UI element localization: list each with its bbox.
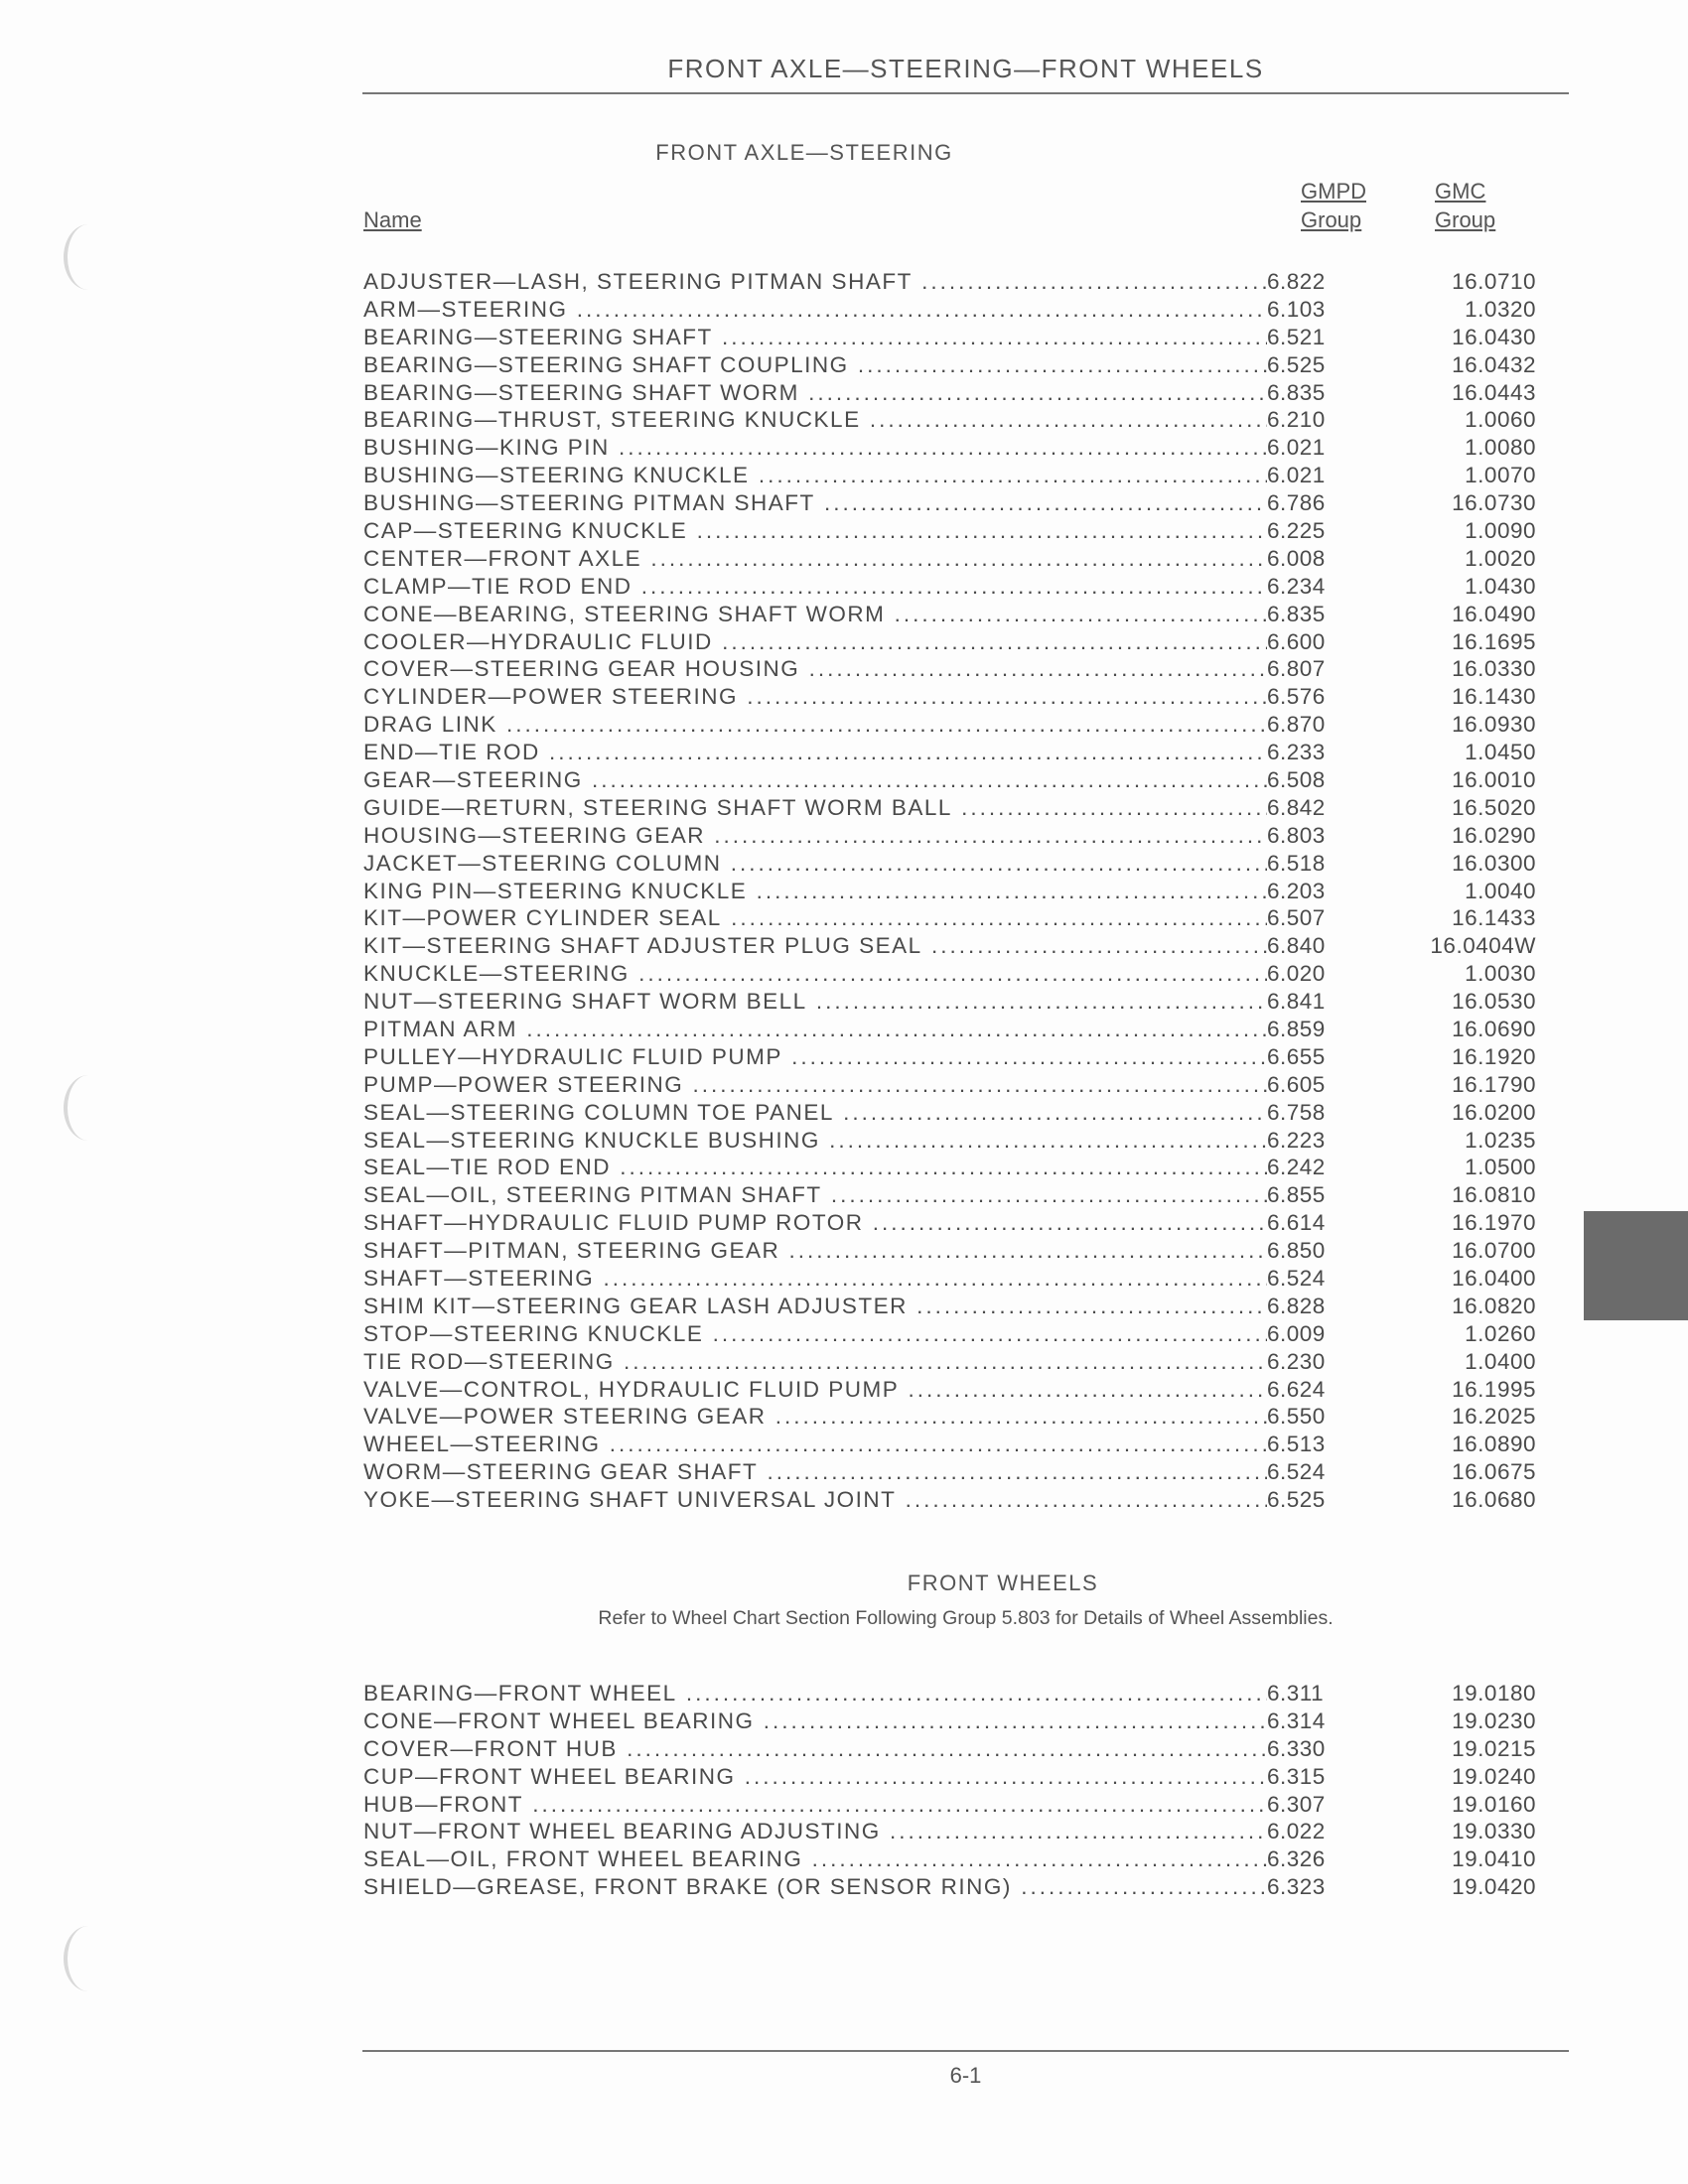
part-name: PULLEY—HYDRAULIC FLUID PUMP ..... — [363, 1044, 1267, 1070]
binder-hole-top — [64, 224, 113, 290]
wheels-section-title: FRONT WHEELS — [907, 1570, 1099, 1595]
steering-section-title: FRONT AXLE—STEERING — [655, 140, 953, 165]
table-row — [363, 1293, 1536, 1320]
gmpd-group: 6.203 — [1267, 878, 1326, 903]
table-row — [363, 739, 1536, 766]
part-name: NUT—STEERING SHAFT WORM BELL ..... — [363, 989, 1267, 1015]
part-name: BEARING—STEERING SHAFT ..... — [363, 325, 1267, 350]
gmpd-group: 6.524 — [1267, 1266, 1326, 1291]
gmpd-group: 6.600 — [1267, 628, 1326, 654]
gmc-group: 16.0200 — [1452, 1099, 1536, 1125]
gmc-group: 16.2025 — [1452, 1404, 1536, 1430]
table-row — [363, 1127, 1536, 1155]
part-name: PUMP—POWER STEERING ..... — [363, 1072, 1267, 1098]
gmc-group: 1.0400 — [1465, 1348, 1536, 1374]
table-row — [363, 1043, 1536, 1071]
gmpd-group: 6.022 — [1267, 1819, 1326, 1844]
gmpd-group: 6.326 — [1267, 1846, 1326, 1872]
gmc-group: 16.0430 — [1452, 324, 1536, 349]
gmpd-group: 6.210 — [1267, 407, 1326, 433]
part-name: KIT—STEERING SHAFT ADJUSTER PLUG SEAL ..... — [363, 933, 1267, 959]
gmpd-group: 6.786 — [1267, 490, 1326, 516]
part-name: SEAL—STEERING KNUCKLE BUSHING ..... — [363, 1128, 1267, 1154]
gmpd-group: 6.008 — [1267, 545, 1326, 571]
gmpd-group: 6.315 — [1267, 1763, 1326, 1789]
part-name: GUIDE—RETURN, STEERING SHAFT WORM BALL ..... — [363, 795, 1267, 821]
gmpd-group: 6.758 — [1267, 1099, 1326, 1125]
gmpd-group: 6.870 — [1267, 712, 1326, 738]
part-name: BEARING—FRONT WHEEL ..... — [363, 1681, 1267, 1706]
gmc-group: 1.0040 — [1465, 878, 1536, 903]
part-name: SEAL—OIL, FRONT WHEEL BEARING ..... — [363, 1846, 1267, 1872]
gmpd-group: 6.508 — [1267, 766, 1326, 792]
gmc-group: 1.0500 — [1465, 1155, 1536, 1180]
gmpd-group: 6.822 — [1267, 268, 1326, 294]
gmc-group: 16.0890 — [1452, 1432, 1536, 1457]
part-name: WHEEL—STEERING ..... — [363, 1432, 1267, 1457]
gmpd-group: 6.850 — [1267, 1238, 1326, 1264]
gmpd-group: 6.614 — [1267, 1210, 1326, 1236]
part-name: END—TIE ROD ..... — [363, 740, 1267, 765]
table-row — [363, 462, 1536, 489]
gmpd-group: 6.525 — [1267, 351, 1326, 377]
gmc-group: 16.0490 — [1452, 601, 1536, 626]
part-name: CONE—FRONT WHEEL BEARING ..... — [363, 1708, 1267, 1734]
gmc-group: 16.0010 — [1452, 766, 1536, 792]
gmc-column-header — [1435, 177, 1495, 234]
table-row — [363, 1348, 1536, 1376]
gmc-group: 16.1970 — [1452, 1210, 1536, 1236]
gmpd-group: 6.230 — [1267, 1348, 1326, 1374]
part-name: COVER—FRONT HUB ..... — [363, 1736, 1267, 1762]
part-name: CAP—STEERING KNUCKLE ..... — [363, 518, 1267, 544]
part-name: TIE ROD—STEERING ..... — [363, 1349, 1267, 1375]
gmc-group: 19.0330 — [1452, 1819, 1536, 1844]
gmc-group: 16.0730 — [1452, 490, 1536, 516]
gmpd-group: 6.835 — [1267, 379, 1326, 405]
part-name: BEARING—STEERING SHAFT WORM ..... — [363, 380, 1267, 406]
name-column-header: Name — [363, 207, 422, 232]
part-name: JACKET—STEERING COLUMN ..... — [363, 851, 1267, 877]
gmc-group: 16.0690 — [1452, 1016, 1536, 1041]
gmpd-group: 6.513 — [1267, 1432, 1326, 1457]
table-row — [363, 351, 1536, 379]
gmpd-group: 6.103 — [1267, 296, 1326, 322]
table-row — [363, 1016, 1536, 1043]
gmpd-group: 6.009 — [1267, 1320, 1326, 1346]
part-name: CONE—BEARING, STEERING SHAFT WORM ..... — [363, 602, 1267, 627]
gmc-group: 19.0180 — [1452, 1680, 1536, 1706]
gmc-group: 19.0410 — [1452, 1846, 1536, 1872]
gmc-group: 1.0090 — [1465, 517, 1536, 543]
part-name: SHIM KIT—STEERING GEAR LASH ADJUSTER ..... — [363, 1294, 1267, 1319]
gmc-group: 16.0432 — [1452, 351, 1536, 377]
table-row — [363, 601, 1536, 628]
part-name: COOLER—HYDRAULIC FLUID ..... — [363, 629, 1267, 655]
gmpd-header-line2: Group — [1301, 207, 1362, 232]
gmpd-group: 6.840 — [1267, 933, 1326, 959]
table-row — [363, 1376, 1536, 1404]
table-row — [363, 545, 1536, 573]
table-row — [363, 822, 1536, 850]
table-row — [363, 932, 1536, 960]
gmc-group: 19.0230 — [1452, 1707, 1536, 1733]
table-row — [363, 988, 1536, 1016]
table-row — [363, 1071, 1536, 1099]
gmc-group: 16.0680 — [1452, 1487, 1536, 1513]
gmpd-group: 6.855 — [1267, 1182, 1326, 1208]
part-name: STOP—STEERING KNUCKLE ..... — [363, 1321, 1267, 1347]
part-name: ARM—STEERING ..... — [363, 297, 1267, 323]
gmpd-group: 6.525 — [1267, 1487, 1326, 1513]
table-row — [363, 573, 1536, 601]
gmpd-group: 6.576 — [1267, 684, 1326, 710]
gmpd-group: 6.021 — [1267, 435, 1326, 461]
part-name: ADJUSTER—LASH, STEERING PITMAN SHAFT ..... — [363, 269, 1267, 295]
part-name: HOUSING—STEERING GEAR ..... — [363, 823, 1267, 849]
table-row — [363, 434, 1536, 462]
table-row — [363, 960, 1536, 988]
page-number: 6-1 — [949, 2063, 982, 2088]
gmpd-group: 6.803 — [1267, 822, 1326, 848]
gmpd-header-line1: GMPD — [1301, 179, 1366, 204]
table-row — [363, 1486, 1536, 1514]
gmc-group: 1.0320 — [1465, 296, 1536, 322]
table-row — [363, 1181, 1536, 1209]
gmc-group: 16.0810 — [1452, 1182, 1536, 1208]
gmpd-group: 6.233 — [1267, 740, 1326, 765]
wheels-section-note: Refer to Wheel Chart Section Following Group 5.803 for Details of Wheel Assemblies. — [598, 1607, 1334, 1629]
table-row — [363, 324, 1536, 351]
gmpd-group: 6.020 — [1267, 961, 1326, 987]
part-name: COVER—STEERING GEAR HOUSING ..... — [363, 656, 1267, 682]
gmc-group: 16.0330 — [1452, 656, 1536, 682]
gmc-group: 1.0060 — [1465, 407, 1536, 433]
table-row — [363, 655, 1536, 683]
gmpd-group: 6.859 — [1267, 1016, 1326, 1041]
part-name: SHAFT—PITMAN, STEERING GEAR ..... — [363, 1238, 1267, 1264]
gmc-group: 16.5020 — [1452, 794, 1536, 820]
gmpd-group: 6.021 — [1267, 463, 1326, 488]
table-row — [363, 1431, 1536, 1458]
table-row — [363, 766, 1536, 794]
gmc-group: 1.0260 — [1465, 1320, 1536, 1346]
gmpd-group: 6.242 — [1267, 1155, 1326, 1180]
gmc-group: 1.0080 — [1465, 435, 1536, 461]
table-row — [363, 711, 1536, 739]
gmpd-group: 6.223 — [1267, 1127, 1326, 1153]
part-name: VALVE—CONTROL, HYDRAULIC FLUID PUMP ..... — [363, 1377, 1267, 1403]
gmc-group: 16.0400 — [1452, 1266, 1536, 1291]
gmc-group: 16.0290 — [1452, 822, 1536, 848]
binder-hole-middle — [64, 1075, 113, 1141]
binder-hole-bottom — [64, 1926, 113, 1991]
gmc-group: 16.1433 — [1452, 905, 1536, 931]
table-row — [363, 1458, 1536, 1486]
gmc-group: 16.0710 — [1452, 268, 1536, 294]
gmpd-group: 6.307 — [1267, 1791, 1326, 1817]
table-row — [363, 904, 1536, 932]
gmc-group: 19.0240 — [1452, 1763, 1536, 1789]
gmpd-group: 6.507 — [1267, 905, 1326, 931]
part-name: BEARING—STEERING SHAFT COUPLING ..... — [363, 352, 1267, 378]
gmc-header-line1: GMC — [1435, 179, 1486, 204]
part-name: SEAL—OIL, STEERING PITMAN SHAFT ..... — [363, 1182, 1267, 1208]
gmc-group: 16.0530 — [1452, 989, 1536, 1015]
gmpd-group: 6.605 — [1267, 1071, 1326, 1097]
gmpd-group: 6.807 — [1267, 656, 1326, 682]
part-name: SHAFT—HYDRAULIC FLUID PUMP ROTOR ..... — [363, 1210, 1267, 1236]
gmc-group: 16.0820 — [1452, 1293, 1536, 1318]
part-name: KING PIN—STEERING KNUCKLE ..... — [363, 879, 1267, 904]
section-thumb-tab — [1584, 1211, 1688, 1320]
table-row — [363, 379, 1536, 407]
gmc-group: 1.0450 — [1465, 740, 1536, 765]
gmc-group: 1.0235 — [1465, 1127, 1536, 1153]
gmc-group: 16.1995 — [1452, 1376, 1536, 1402]
part-name: SHIELD—GREASE, FRONT BRAKE (OR SENSOR RING) ..... — [363, 1874, 1267, 1900]
gmc-group: 1.0430 — [1465, 573, 1536, 599]
part-name: VALVE—POWER STEERING GEAR ..... — [363, 1404, 1267, 1430]
gmpd-group: 6.225 — [1267, 517, 1326, 543]
part-name: DRAG LINK ..... — [363, 712, 1267, 738]
gmc-group: 16.1695 — [1452, 628, 1536, 654]
part-name: NUT—FRONT WHEEL BEARING ADJUSTING ..... — [363, 1819, 1267, 1844]
gmpd-group: 6.314 — [1267, 1707, 1326, 1733]
wheels-parts-list — [363, 1680, 1536, 1901]
table-row — [363, 1845, 1536, 1873]
gmpd-group: 6.624 — [1267, 1376, 1326, 1402]
table-row — [363, 683, 1536, 711]
gmc-group: 19.0160 — [1452, 1791, 1536, 1817]
part-name: BEARING—THRUST, STEERING KNUCKLE ..... — [363, 407, 1267, 433]
table-row — [363, 517, 1536, 545]
gmpd-group: 6.311 — [1267, 1680, 1325, 1706]
gmc-group: 1.0030 — [1465, 961, 1536, 987]
gmc-group: 16.1430 — [1452, 684, 1536, 710]
gmpd-group: 6.518 — [1267, 850, 1326, 876]
gmpd-group: 6.835 — [1267, 601, 1326, 626]
part-name: CYLINDER—POWER STEERING ..... — [363, 684, 1267, 710]
part-name: SEAL—TIE ROD END ..... — [363, 1155, 1267, 1180]
table-row — [363, 268, 1536, 296]
gmpd-group: 6.521 — [1267, 324, 1326, 349]
table-row — [363, 1237, 1536, 1265]
part-name: SEAL—STEERING COLUMN TOE PANEL ..... — [363, 1100, 1267, 1126]
part-name: KIT—POWER CYLINDER SEAL ..... — [363, 905, 1267, 931]
part-name: BUSHING—KING PIN ..... — [363, 435, 1267, 461]
part-name: SHAFT—STEERING ..... — [363, 1266, 1267, 1292]
gmc-group: 16.0700 — [1452, 1238, 1536, 1264]
footer-rule — [362, 2050, 1569, 2052]
table-row — [363, 794, 1536, 822]
table-row — [363, 489, 1536, 517]
table-row — [363, 1873, 1536, 1901]
part-name: CENTER—FRONT AXLE ..... — [363, 546, 1267, 572]
table-row — [363, 878, 1536, 905]
part-name: GEAR—STEERING ..... — [363, 767, 1267, 793]
table-row — [363, 1209, 1536, 1237]
gmc-group: 1.0070 — [1465, 463, 1536, 488]
part-name: BUSHING—STEERING PITMAN SHAFT ..... — [363, 490, 1267, 516]
part-name: YOKE—STEERING SHAFT UNIVERSAL JOINT ..... — [363, 1487, 1267, 1513]
gmc-group: 16.1790 — [1452, 1071, 1536, 1097]
table-row — [363, 628, 1536, 656]
table-row — [363, 1099, 1536, 1127]
gmpd-group: 6.828 — [1267, 1293, 1326, 1318]
table-row — [363, 850, 1536, 878]
gmc-group: 19.0215 — [1452, 1735, 1536, 1761]
part-name: KNUCKLE—STEERING ..... — [363, 961, 1267, 987]
gmc-header-line2: Group — [1435, 207, 1496, 232]
gmpd-group: 6.842 — [1267, 794, 1326, 820]
gmc-group: 16.0404W — [1430, 933, 1536, 959]
header-rule — [362, 92, 1569, 94]
gmpd-group: 6.234 — [1267, 573, 1326, 599]
gmc-group: 16.0675 — [1452, 1459, 1536, 1485]
table-row — [363, 1404, 1536, 1432]
part-name: PITMAN ARM ..... — [363, 1017, 1267, 1042]
part-name: CUP—FRONT WHEEL BEARING ..... — [363, 1764, 1267, 1790]
part-name: BUSHING—STEERING KNUCKLE ..... — [363, 463, 1267, 488]
table-row — [363, 1818, 1536, 1845]
gmpd-group: 6.841 — [1267, 989, 1326, 1015]
table-row — [363, 1735, 1536, 1763]
part-name: HUB—FRONT ..... — [363, 1792, 1267, 1818]
gmpd-group: 6.524 — [1267, 1459, 1326, 1485]
gmc-group: 16.1920 — [1452, 1043, 1536, 1069]
steering-parts-list — [363, 268, 1536, 1514]
table-row — [363, 1320, 1536, 1348]
table-row — [363, 1155, 1536, 1182]
gmpd-group: 6.323 — [1267, 1874, 1326, 1900]
part-name: WORM—STEERING GEAR SHAFT ..... — [363, 1459, 1267, 1485]
page-header-title: FRONT AXLE—STEERING—FRONT WHEELS — [667, 54, 1264, 83]
table-row — [363, 1265, 1536, 1293]
gmpd-column-header — [1301, 177, 1366, 234]
gmc-group: 1.0020 — [1465, 545, 1536, 571]
table-row — [363, 296, 1536, 324]
table-row — [363, 1791, 1536, 1819]
table-row — [363, 1680, 1536, 1707]
gmc-group: 16.0443 — [1452, 379, 1536, 405]
table-row — [363, 406, 1536, 434]
gmc-group: 19.0420 — [1452, 1874, 1536, 1900]
part-name: CLAMP—TIE ROD END ..... — [363, 574, 1267, 600]
table-row — [363, 1707, 1536, 1735]
gmpd-group: 6.655 — [1267, 1043, 1326, 1069]
gmpd-group: 6.550 — [1267, 1404, 1326, 1430]
gmc-group: 16.0300 — [1452, 850, 1536, 876]
gmc-group: 16.0930 — [1452, 712, 1536, 738]
table-row — [363, 1763, 1536, 1791]
gmpd-group: 6.330 — [1267, 1735, 1326, 1761]
